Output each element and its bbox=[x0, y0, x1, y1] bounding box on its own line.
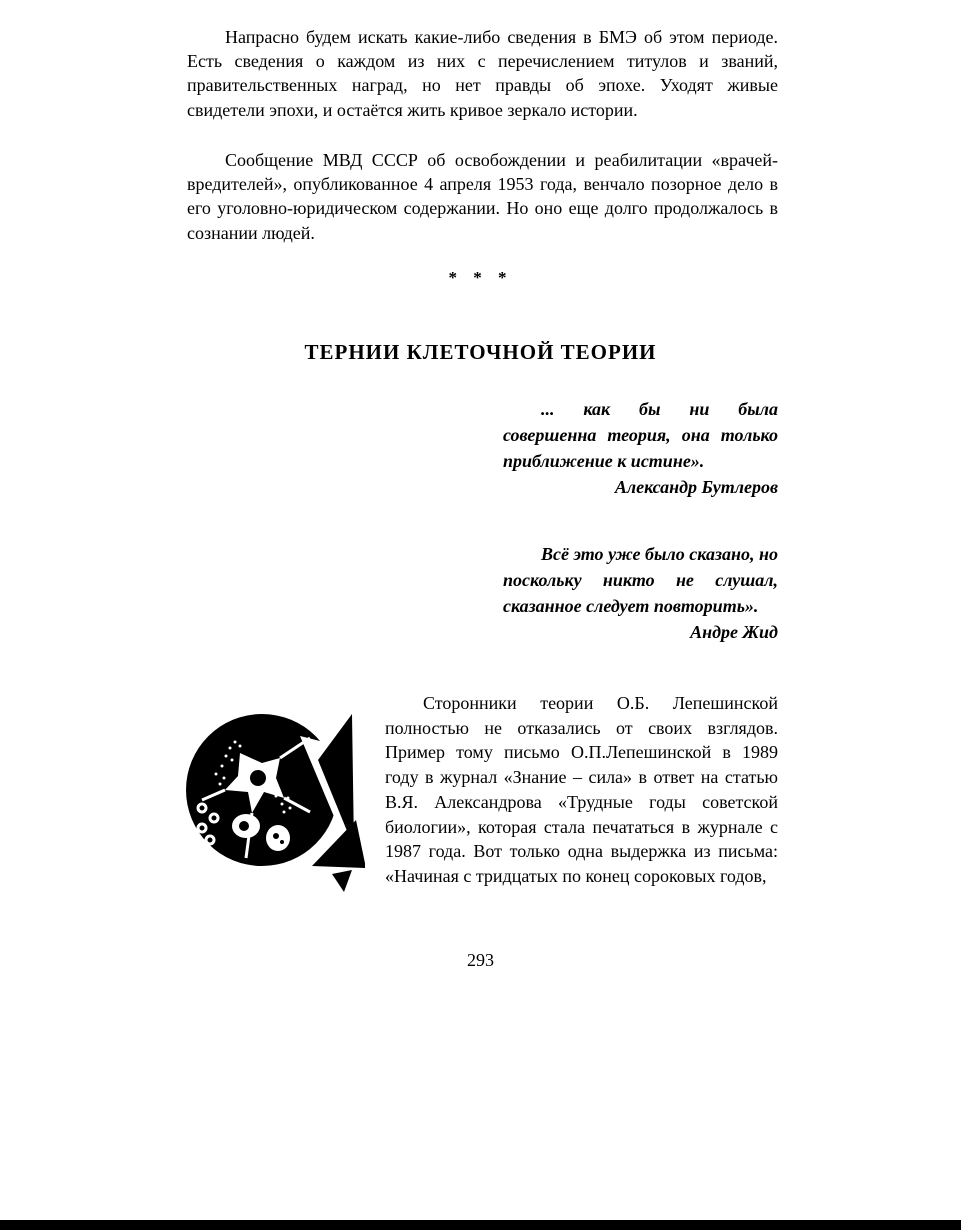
section-separator: * * * bbox=[448, 268, 513, 287]
epigraph-2-author: Андре Жид bbox=[690, 622, 778, 642]
section-title: ТЕРНИИ КЛЕТОЧНОЙ ТЕОРИИ bbox=[304, 340, 657, 364]
scan-edge bbox=[0, 1220, 961, 1230]
cell-theory-illustration-icon bbox=[180, 708, 365, 898]
epigraph-2-text: Всё это уже было сказано, но поскольку никто не слушал, сказанное следует повторить». bbox=[503, 544, 778, 616]
epigraph-1-author: Александр Бутлеров bbox=[614, 477, 778, 497]
epigraph-2 bbox=[503, 541, 778, 645]
paragraph-1: Напрасно будем искать какие-либо сведения в БМЭ об этом периоде. Есть сведения о каждом из них с перечислением титулов и званий, правительственных наград, но нет правды об эпохе. Уходят живые свидетели эпохи, и остаётся жить кривое зеркало истории. bbox=[187, 27, 778, 120]
paragraph-3: Сторонники теории О.Б. Лепешинской полностью не отказались от своих взглядов. Пример тому письмо О.П.Лепешинской в 1989 году в журнал «Знание – сила» в ответ на статью В.Я. Александрова «Трудные годы советской биологии», которая стала печататься в журнале с 1987 года. Вот только одна выдержка из письма: «Начиная с тридцатых по конец сороковых годов, bbox=[385, 693, 778, 886]
page-number: 293 bbox=[467, 950, 494, 970]
epigraph-1-text: ... как бы ни была совершенна теория, она только приближение к истине». bbox=[503, 399, 778, 471]
epigraph-1 bbox=[503, 396, 778, 500]
paragraph-2: Сообщение МВД СССР об освобождении и реабилитации «врачей-вредителей», опубликованное 4 апреля 1953 года, венчало позорное дело в его уголовно-юридическом содержании. Но оно еще долго продолжалось в сознании людей. bbox=[187, 150, 778, 243]
